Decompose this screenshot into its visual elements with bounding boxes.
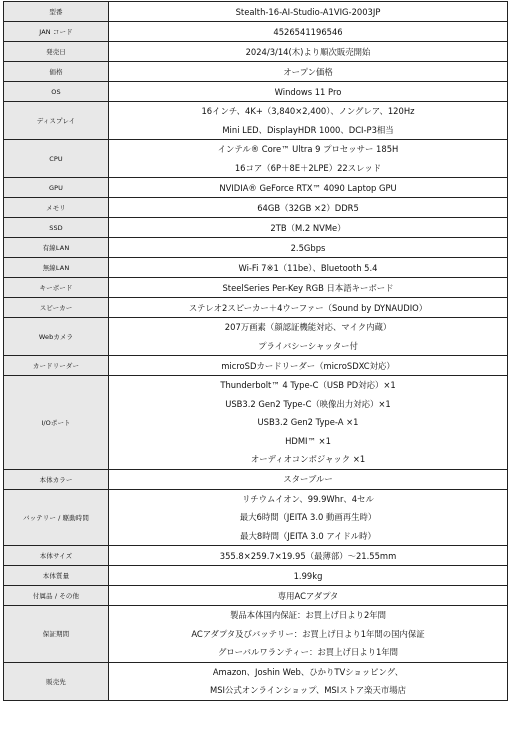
spec-row: [4, 546, 508, 566]
spec-value: [109, 2, 508, 22]
spec-value-line: Thunderbolt™ 4 Type-C（USB PD対応）×1: [220, 380, 396, 390]
spec-value-line: 専用ACアダプタ: [277, 590, 339, 601]
spec-label: 販売先: [4, 662, 109, 700]
spec-value-line: スターブルー: [283, 474, 333, 484]
spec-label: バッテリー / 駆動時間: [4, 489, 109, 546]
spec-value-line: インテル® Core™ Ultra 9 プロセッサー 185H: [217, 144, 399, 154]
spec-value: [109, 62, 508, 82]
spec-table: [3, 1, 508, 701]
spec-value: [109, 606, 508, 663]
spec-row: [4, 238, 508, 258]
spec-label: 型番: [4, 2, 109, 22]
spec-value-line: SteelSeries Per-Key RGB 日本語キーボード: [222, 282, 394, 293]
spec-value-line: 製品本体国内保証：お買上げ日より2年間: [229, 610, 387, 620]
spec-label: 本体カラー: [4, 469, 109, 489]
spec-value: [109, 198, 508, 218]
spec-row: [4, 469, 508, 489]
spec-row: [4, 489, 508, 546]
spec-value: [109, 140, 508, 178]
spec-table-body: [4, 2, 508, 701]
spec-value: [109, 178, 508, 198]
spec-label: I/Oポート: [4, 376, 109, 470]
spec-value: [109, 318, 508, 356]
spec-value-line: 4526541196546: [273, 26, 343, 37]
spec-value-line: MSI公式オンラインショップ、MSIストア楽天市場店: [210, 685, 406, 695]
spec-value-line: Windows 11 Pro: [274, 86, 342, 97]
spec-value: [109, 218, 508, 238]
spec-value-line: microSDカードリーダー（microSDXC対応）: [221, 360, 395, 371]
spec-value-line: HDMI™ ×1: [285, 435, 331, 446]
spec-value-line: 2024/3/14(木)より順次販売開始: [245, 46, 371, 57]
spec-value-line: オープン価格: [283, 66, 333, 77]
spec-value-line: Amazon、Joshin Web、ひかりTVショッピング、: [212, 666, 404, 677]
spec-label: SSD: [4, 218, 109, 238]
spec-row: [4, 278, 508, 298]
spec-label: 発売日: [4, 42, 109, 62]
spec-value-line: 1.99kg: [293, 570, 323, 581]
spec-row: [4, 376, 508, 470]
spec-value: [109, 546, 508, 566]
spec-row: [4, 82, 508, 102]
spec-value-line: 2.5Gbps: [290, 242, 326, 253]
spec-label: GPU: [4, 178, 109, 198]
spec-label: Webカメラ: [4, 318, 109, 356]
spec-value-line: USB3.2 Gen2 Type-C（映像出力対応）×1: [225, 398, 391, 409]
spec-value-line: Wi-Fi 7※1（11be）、Bluetooth 5.4: [238, 262, 378, 273]
spec-row: [4, 606, 508, 663]
spec-label: 無線LAN: [4, 258, 109, 278]
spec-value-line: 355.8×259.7×19.95（最薄部）～21.55mm: [219, 550, 397, 561]
spec-value-line: グローバルワランティー：お買上げ日より1年間: [217, 647, 399, 657]
spec-label: カードリーダー: [4, 356, 109, 376]
spec-value-line: 2TB（M.2 NVMe）: [270, 222, 346, 233]
spec-value-line: ACアダプタ及びバッテリー：お買上げ日より1年間の国内保証: [191, 628, 425, 639]
spec-value: [109, 566, 508, 586]
spec-row: [4, 42, 508, 62]
spec-label: OS: [4, 82, 109, 102]
spec-row: [4, 298, 508, 318]
spec-value-line: 207万画素（顔認証機能対応、マイク内蔵）: [224, 322, 392, 332]
spec-row: [4, 102, 508, 140]
spec-row: [4, 178, 508, 198]
spec-label: CPU: [4, 140, 109, 178]
spec-row: [4, 586, 508, 606]
spec-value-line: 最大6時間（JEITA 3.0 動画再生時）: [239, 512, 377, 522]
spec-value-line: オーディオコンボジャック ×1: [250, 454, 366, 464]
spec-value-line: Stealth-16-AI-Studio-A1VIG-2003JP: [235, 6, 381, 17]
spec-value: [109, 586, 508, 606]
spec-value: [109, 82, 508, 102]
spec-row: [4, 140, 508, 178]
spec-label: メモリ: [4, 198, 109, 218]
spec-label: 付属品 / その他: [4, 586, 109, 606]
spec-value-line: USB3.2 Gen2 Type-A ×1: [257, 417, 359, 427]
spec-value: [109, 376, 508, 470]
spec-value-line: 64GB（32GB ×2）DDR5: [257, 202, 359, 213]
spec-row: [4, 218, 508, 238]
spec-row: [4, 566, 508, 586]
spec-label: 保証期間: [4, 606, 109, 663]
spec-label: 本体質量: [4, 566, 109, 586]
spec-row: [4, 22, 508, 42]
spec-label: 価格: [4, 62, 109, 82]
spec-value-line: NVIDIA® GeForce RTX™ 4090 Laptop GPU: [219, 182, 397, 193]
spec-value-line: 最大8時間（JEITA 3.0 アイドル時）: [240, 530, 376, 541]
spec-row: [4, 318, 508, 356]
spec-value: [109, 258, 508, 278]
spec-label: キーボード: [4, 278, 109, 298]
spec-value-line: 16インチ、4K+（3,840×2,400）、ノングレア、120Hz: [201, 106, 415, 116]
spec-value: [109, 356, 508, 376]
spec-row: [4, 198, 508, 218]
spec-row: [4, 662, 508, 700]
spec-value-line: Mini LED、DisplayHDR 1000、DCI-P3相当: [222, 124, 394, 135]
spec-value: [109, 278, 508, 298]
spec-value: [109, 22, 508, 42]
spec-label: JAN コード: [4, 22, 109, 42]
spec-value: [109, 469, 508, 489]
spec-value: [109, 662, 508, 700]
spec-value-line: リチウムイオン、99.9Whr、4セル: [242, 493, 374, 504]
spec-label: 本体サイズ: [4, 546, 109, 566]
spec-value-line: プライバシーシャッター付: [258, 340, 358, 351]
spec-value-line: 16コア（6P＋8E＋2LPE）22スレッド: [234, 162, 382, 173]
spec-row: [4, 258, 508, 278]
spec-row: [4, 2, 508, 22]
spec-value: [109, 102, 508, 140]
spec-label: スピーカー: [4, 298, 109, 318]
spec-label: ディスプレイ: [4, 102, 109, 140]
spec-value-line: ステレオ2スピーカー＋4ウーファー（Sound by DYNAUDIO）: [188, 302, 428, 313]
spec-value: [109, 238, 508, 258]
spec-value: [109, 489, 508, 546]
spec-row: [4, 356, 508, 376]
spec-row: [4, 62, 508, 82]
spec-label: 有線LAN: [4, 238, 109, 258]
spec-value: [109, 42, 508, 62]
spec-value: [109, 298, 508, 318]
